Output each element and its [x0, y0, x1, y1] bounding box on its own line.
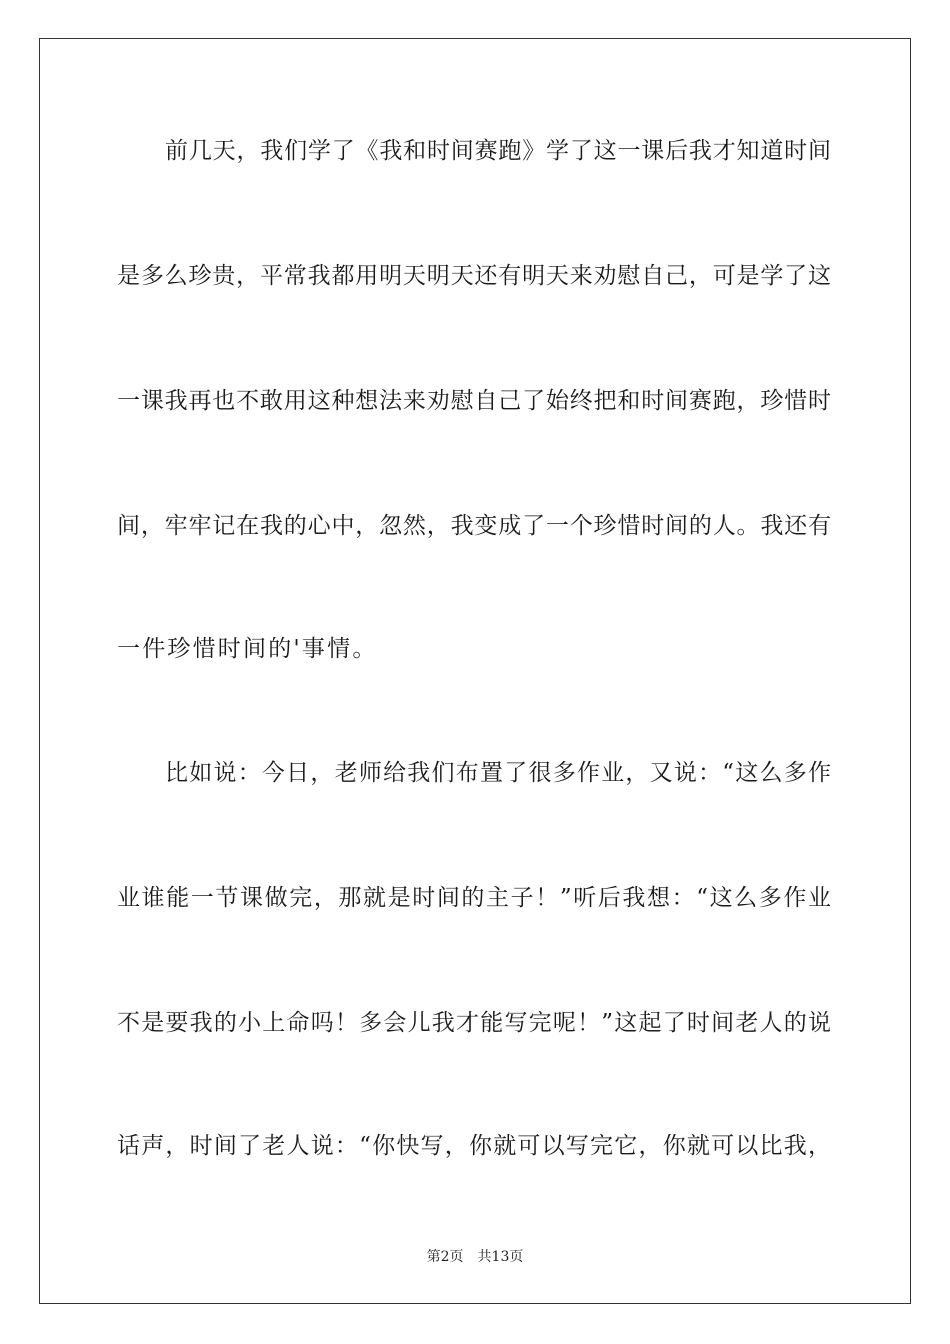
paragraph-2-line-2: 业谁能一节课做完，那就是时间的主子！”听后我想：“这么多作业	[117, 885, 831, 911]
paragraph-1-line-1: 前几天，我们学了《我和时间赛跑》学了这一课后我才知道时间	[165, 138, 831, 164]
paragraph-2-line-4: 话声，时间了老人说：“你快写，你就可以写完它，你就可以比我，	[117, 1133, 831, 1159]
page-footer	[0, 1246, 950, 1266]
paragraph-2-line-1: 比如说：今日，老师给我们布置了很多作业，又说：“这么多作	[165, 760, 831, 786]
paragraph-1-line-2: 是多么珍贵，平常我都用明天明天还有明天来劝慰自己，可是学了这	[117, 263, 831, 289]
paragraph-1-line-3: 一课我再也不敢用这种想法来劝慰自己了始终把和时间赛跑，珍惜时	[117, 388, 831, 414]
page-number: 第2页	[426, 1249, 464, 1265]
page-border	[39, 38, 911, 1304]
page-total: 共13页	[477, 1249, 524, 1265]
paragraph-2-line-3: 不是要我的小上命吗！多会儿我才能写完呢！”这起了时间老人的说	[117, 1010, 831, 1036]
paragraph-1-line-5: 一件珍惜时间的'事情。	[117, 636, 378, 662]
paragraph-1-line-4: 间，牢牢记在我的心中，忽然，我变成了一个珍惜时间的人。我还有	[117, 513, 831, 539]
